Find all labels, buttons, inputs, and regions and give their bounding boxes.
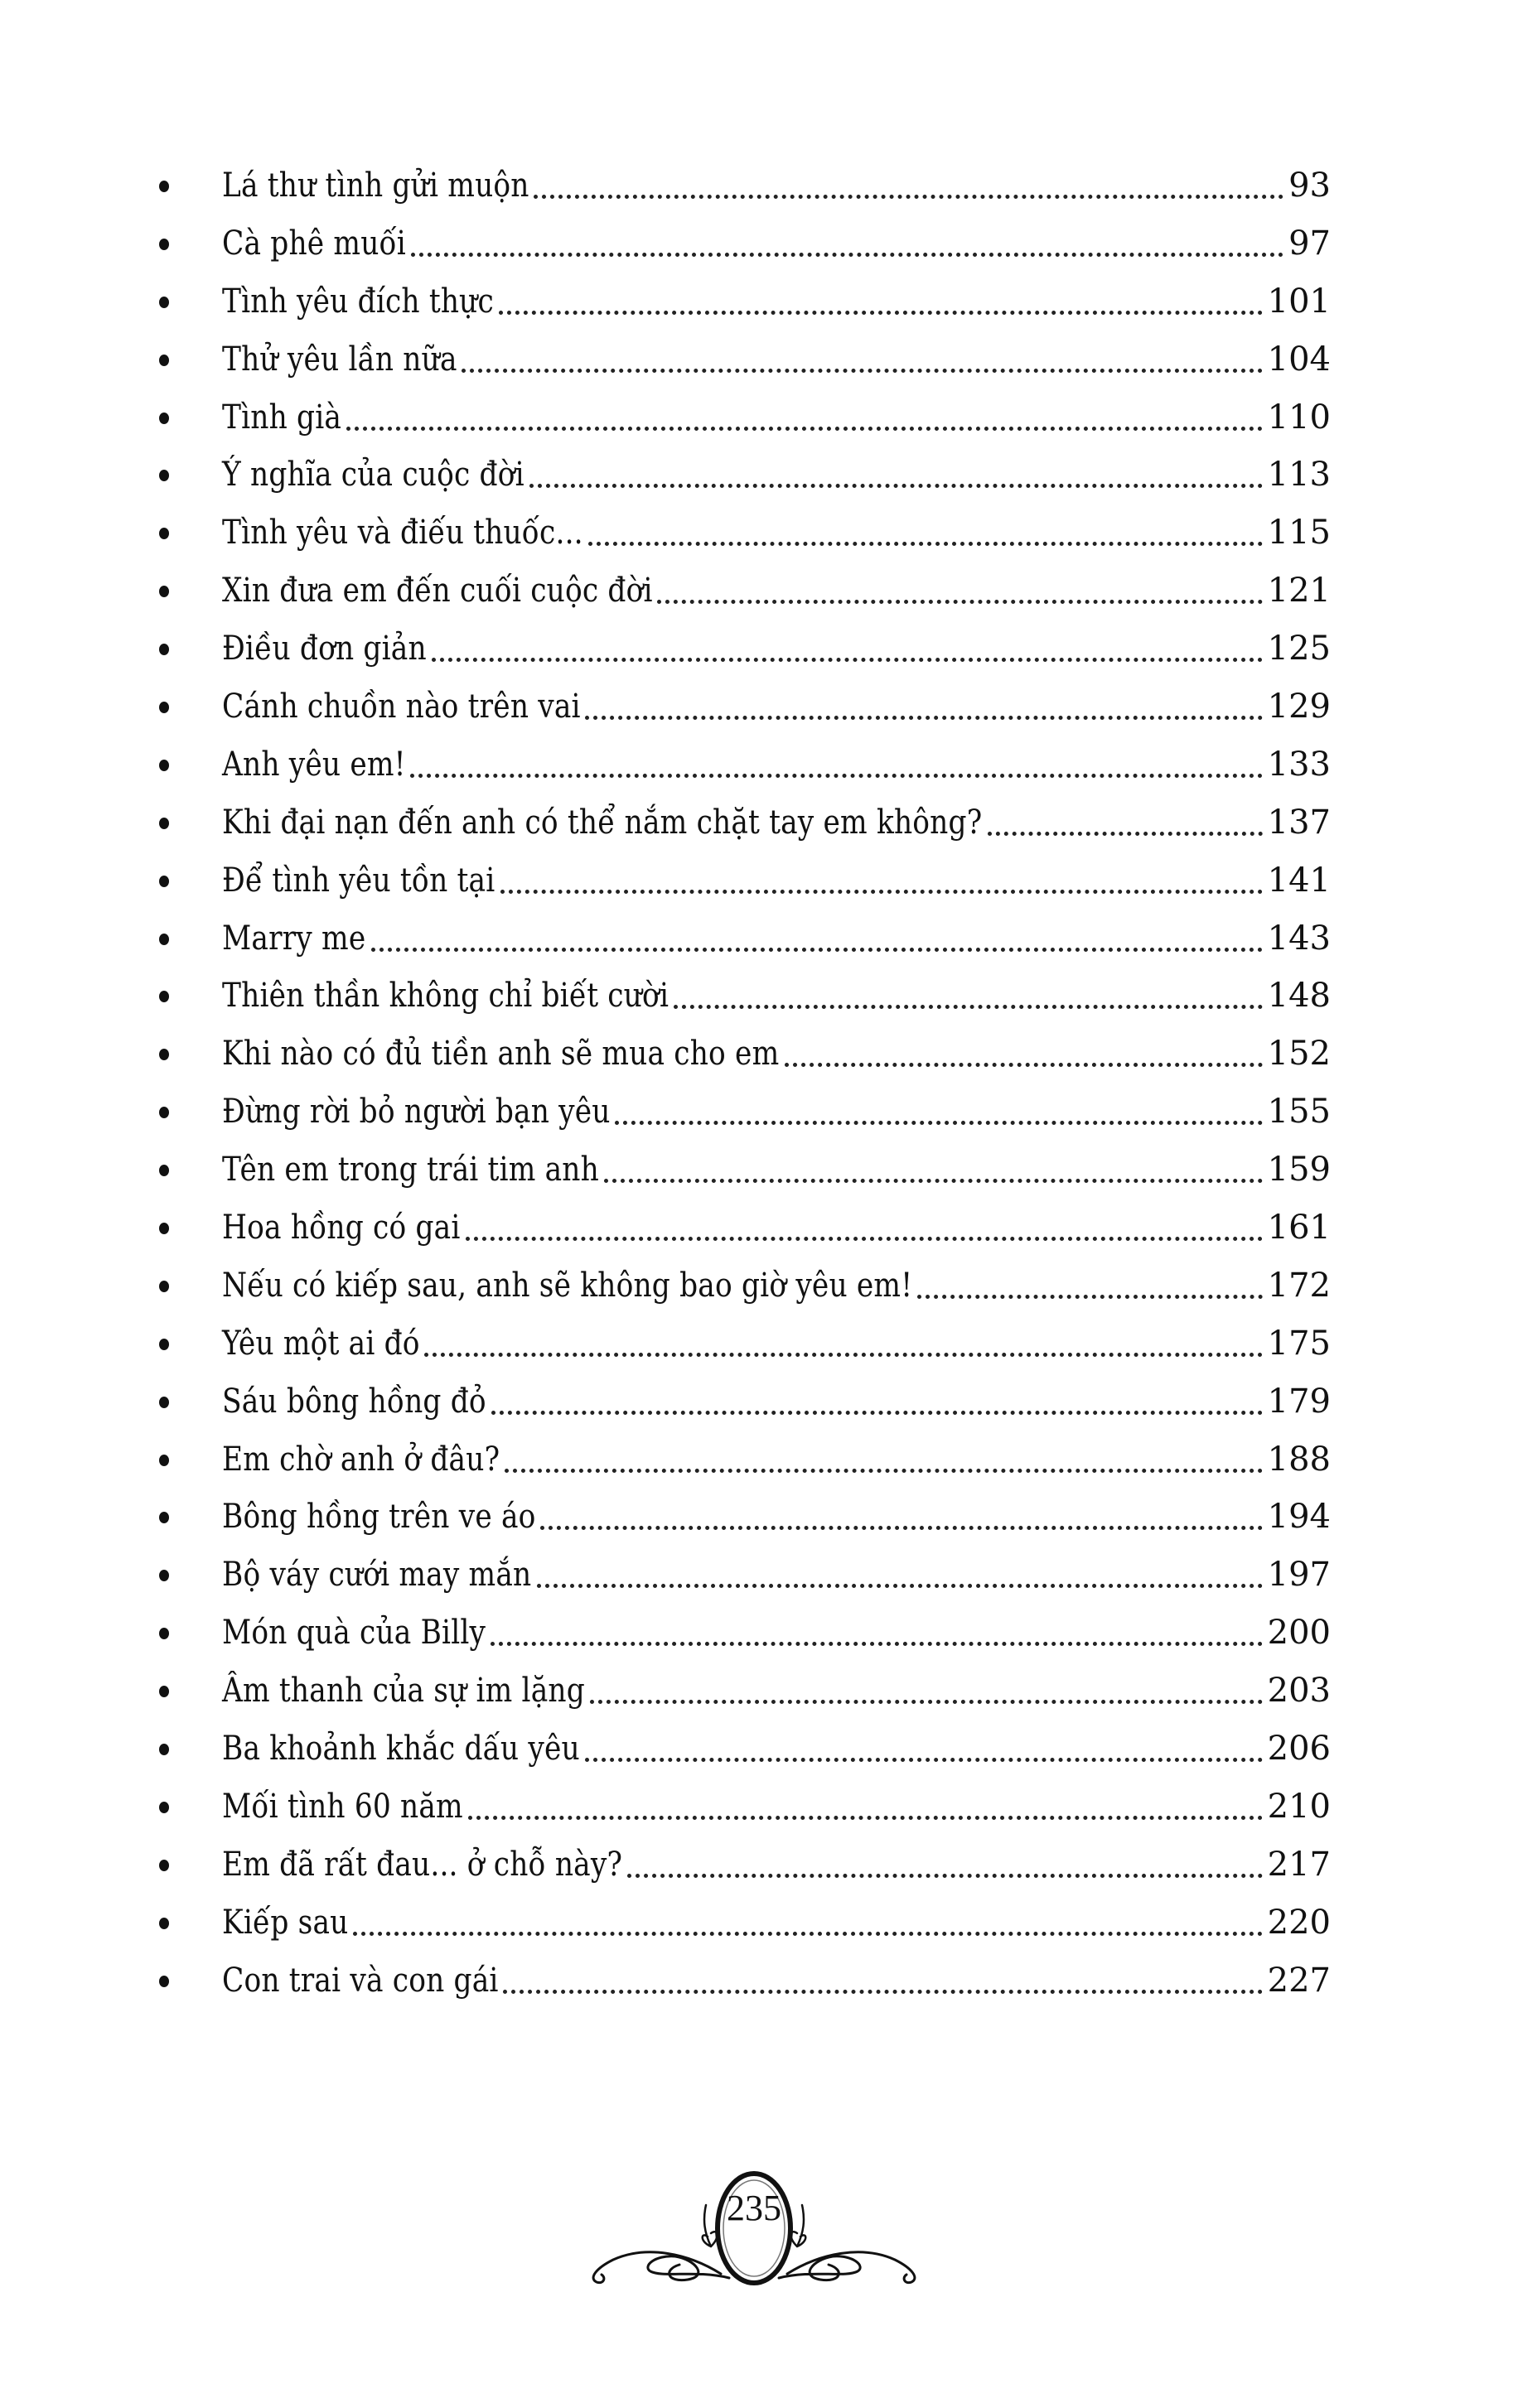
toc-entry[interactable] [0, 1489, 1513, 1547]
toc-entry[interactable] [0, 852, 1513, 910]
toc-entry-page: 161 [1267, 1209, 1331, 1247]
toc-entry-title: Khi nào có đủ tiền anh sẽ mua cho em [222, 1035, 780, 1074]
toc-entry-page: 148 [1267, 977, 1331, 1016]
toc-entry-title: Anh yêu em! [222, 745, 406, 784]
toc-entry-page: 125 [1267, 630, 1331, 668]
toc-entry-title: Khi đại nạn đến anh có thể nắm chặt tay em không? [222, 803, 983, 842]
toc-entry-line [222, 569, 1331, 612]
dot-leader [785, 1063, 1263, 1067]
bullet-icon [159, 876, 169, 887]
toc-entry-title: Em chờ anh ở đâu? [222, 1440, 500, 1479]
toc-entry-line [222, 859, 1331, 902]
toc-entry-line [222, 280, 1331, 323]
toc-entry-page: 159 [1267, 1151, 1331, 1190]
toc-entry-title: Thiên thần không chỉ biết cười [222, 977, 669, 1016]
toc-entry[interactable] [0, 968, 1513, 1025]
toc-entry[interactable] [0, 1720, 1513, 1778]
toc-entry-page: 188 [1267, 1440, 1331, 1479]
toc-entry-page: 141 [1267, 861, 1331, 900]
bullet-icon [159, 239, 169, 250]
toc-entry-title: Để tình yêu tồn tại [222, 861, 495, 900]
bullet-icon [159, 1281, 169, 1292]
toc-entry-line [222, 1380, 1331, 1423]
page-number: 235 [727, 2188, 781, 2228]
toc-entry-line [222, 164, 1331, 207]
toc-entry[interactable] [0, 1373, 1513, 1431]
dot-leader [588, 542, 1263, 546]
toc-entry-line [222, 338, 1331, 381]
toc-entry[interactable] [0, 389, 1513, 447]
toc-entry-page: 172 [1267, 1266, 1331, 1305]
toc-entry-title: Âm thanh của sự im lặng [222, 1672, 585, 1711]
toc-entry-page: 101 [1267, 282, 1331, 321]
bullet-icon [159, 991, 169, 1002]
toc-entry-title: Kiếp sau [222, 1903, 349, 1942]
toc-entry-page: 227 [1267, 1961, 1331, 2000]
bullet-icon [159, 355, 169, 366]
toc-entry-page: 93 [1288, 166, 1331, 205]
dot-leader [657, 600, 1262, 604]
bullet-icon [159, 760, 169, 771]
toc-entry[interactable] [0, 1778, 1513, 1836]
toc-entry-page: 110 [1267, 398, 1331, 437]
toc-entry-line [222, 453, 1331, 496]
bullet-icon [159, 1570, 169, 1581]
bullet-icon [159, 1918, 169, 1929]
bullet-icon [159, 702, 169, 713]
dot-leader [585, 716, 1262, 720]
toc-entry-line [222, 627, 1331, 670]
toc-entry-line [222, 511, 1331, 554]
toc-entry-page: 133 [1267, 745, 1331, 784]
dot-leader [615, 1121, 1262, 1125]
toc-entry[interactable] [0, 910, 1513, 968]
toc-entry-title: Tình già [222, 398, 342, 437]
toc-entry-title: Tình yêu đích thực [222, 282, 494, 321]
bullet-icon [159, 586, 169, 597]
toc-entry-line [222, 1322, 1331, 1365]
toc-entry[interactable] [0, 331, 1513, 389]
toc-entry-line [222, 1959, 1331, 2002]
toc-entry[interactable] [0, 1141, 1513, 1199]
dot-leader [988, 832, 1263, 836]
bullet-icon [159, 1165, 169, 1176]
dot-leader [585, 1758, 1263, 1762]
toc-entry-page: 104 [1267, 340, 1331, 379]
dot-leader [491, 1642, 1262, 1646]
toc-entry[interactable] [0, 1547, 1513, 1605]
toc-entry-page: 220 [1267, 1903, 1331, 1942]
toc-entry-line [222, 1901, 1331, 1944]
toc-entry-line [222, 1727, 1331, 1770]
toc-entry-line [222, 917, 1331, 960]
toc-entry-page: 217 [1267, 1845, 1331, 1884]
bullet-icon [159, 1628, 169, 1639]
toc-entry-line [222, 685, 1331, 728]
toc-entry-page: 121 [1267, 572, 1331, 610]
bullet-icon [159, 1049, 169, 1060]
toc-entry-line [222, 396, 1331, 439]
bullet-icon [159, 1512, 169, 1523]
toc-entry[interactable] [0, 1315, 1513, 1373]
bullet-icon [159, 1976, 169, 1987]
toc-entry-title: Tình yêu và điếu thuốc... [222, 514, 583, 553]
table-of-contents [0, 157, 1513, 2010]
toc-entry-title: Mối tình 60 năm [222, 1787, 463, 1826]
toc-entry[interactable] [0, 1431, 1513, 1489]
toc-entry[interactable] [0, 1605, 1513, 1662]
toc-entry-page: 143 [1267, 919, 1331, 958]
toc-entry-line [222, 1495, 1331, 1538]
toc-entry-title: Ý nghĩa của cuộc đời [222, 456, 524, 495]
toc-entry-title: Cánh chuồn nào trên vai [222, 688, 581, 726]
toc-entry[interactable] [0, 1199, 1513, 1257]
toc-entry-title: Marry me [222, 919, 366, 958]
toc-entry-title: Xin đưa em đến cuối cuộc đời [222, 572, 653, 610]
toc-entry-page: 129 [1267, 688, 1331, 726]
toc-entry-title: Thử yêu lần nữa [222, 340, 457, 379]
toc-entry-line [222, 1264, 1331, 1307]
toc-entry-page: 197 [1267, 1556, 1331, 1595]
toc-entry[interactable] [0, 1952, 1513, 2010]
toc-entry-line [222, 743, 1331, 786]
toc-entry-page: 203 [1267, 1672, 1331, 1711]
dot-leader [468, 1816, 1263, 1820]
toc-entry-page: 115 [1267, 514, 1331, 553]
dot-leader [590, 1700, 1263, 1704]
dot-leader [604, 1179, 1263, 1183]
toc-entry-title: Sáu bông hồng đỏ [222, 1382, 486, 1421]
bullet-icon [159, 818, 169, 829]
toc-entry-page: 206 [1267, 1730, 1331, 1769]
toc-entry-title: Em đã rất đau... ở chỗ này? [222, 1845, 623, 1884]
dot-leader [917, 1295, 1262, 1299]
toc-entry-line [222, 1206, 1331, 1249]
dot-leader [505, 1469, 1262, 1473]
toc-entry[interactable] [0, 215, 1513, 273]
dot-leader [411, 253, 1283, 257]
toc-entry-page: 97 [1288, 224, 1331, 263]
toc-entry-line [222, 1553, 1331, 1596]
toc-entry[interactable] [0, 620, 1513, 678]
bullet-icon [159, 181, 169, 192]
toc-entry-title: Nếu có kiếp sau, anh sẽ không bao giờ yêu em! [222, 1266, 913, 1305]
toc-entry-page: 200 [1267, 1614, 1331, 1653]
dot-leader [466, 1237, 1263, 1241]
dot-leader [353, 1932, 1263, 1936]
toc-entry-title: Hoa hồng có gai [222, 1209, 461, 1247]
dot-leader [371, 948, 1263, 952]
toc-entry-page: 179 [1267, 1382, 1331, 1421]
toc-entry[interactable] [0, 1025, 1513, 1083]
bullet-icon [159, 1744, 169, 1755]
toc-entry-line [222, 1090, 1331, 1133]
toc-entry-title: Ba khoảnh khắc dấu yêu [222, 1730, 580, 1769]
toc-entry-line [222, 1438, 1331, 1481]
toc-entry[interactable] [0, 1257, 1513, 1315]
dot-leader [462, 369, 1262, 373]
bullet-icon [159, 1339, 169, 1350]
toc-entry[interactable] [0, 1083, 1513, 1141]
toc-entry[interactable] [0, 678, 1513, 736]
dot-leader [627, 1874, 1262, 1878]
bullet-icon [159, 1397, 169, 1408]
toc-entry-title: Bộ váy cưới may mắn [222, 1556, 532, 1595]
bullet-icon [159, 297, 169, 308]
toc-entry-title: Điều đơn giản [222, 630, 427, 668]
toc-entry[interactable] [0, 157, 1513, 215]
toc-entry-line [222, 1611, 1331, 1654]
bullet-icon [159, 934, 169, 945]
dot-leader [529, 484, 1263, 488]
bullet-icon [159, 1860, 169, 1871]
bullet-icon [159, 470, 169, 481]
toc-entry-title: Cà phê muối [222, 224, 406, 263]
dot-leader [432, 658, 1263, 662]
toc-entry-page: 152 [1267, 1035, 1331, 1074]
toc-entry-page: 113 [1267, 456, 1331, 495]
toc-entry-page: 210 [1267, 1787, 1331, 1826]
toc-entry[interactable] [0, 1894, 1513, 1952]
toc-entry-title: Lá thư tình gửi muộn [222, 166, 529, 205]
toc-entry[interactable] [0, 1836, 1513, 1894]
dot-leader [346, 427, 1262, 431]
dot-leader [424, 1353, 1262, 1357]
dot-leader [503, 1990, 1262, 1994]
toc-entry[interactable] [0, 736, 1513, 794]
dot-leader [491, 1411, 1263, 1415]
dot-leader [410, 774, 1262, 778]
bullet-icon [159, 528, 169, 539]
bullet-icon [159, 1686, 169, 1697]
toc-entry-title: Tên em trong trái tim anh [222, 1151, 599, 1190]
bullet-icon [159, 1802, 169, 1813]
toc-entry-line [222, 1032, 1331, 1075]
toc-entry[interactable] [0, 273, 1513, 331]
toc-entry-line [222, 1785, 1331, 1828]
dot-leader [534, 195, 1283, 199]
bullet-icon [159, 413, 169, 424]
toc-entry-line [222, 1843, 1331, 1886]
toc-entry-title: Yêu một ai đó [222, 1324, 420, 1363]
toc-entry-page: 155 [1267, 1093, 1331, 1132]
bullet-icon [159, 644, 169, 655]
toc-entry-line [222, 974, 1331, 1017]
dot-leader [674, 1005, 1262, 1009]
page-footer [563, 2154, 945, 2303]
toc-entry-page: 194 [1267, 1498, 1331, 1537]
toc-entry[interactable] [0, 1662, 1513, 1720]
toc-entry-title: Bông hồng trên ve áo [222, 1498, 536, 1537]
toc-entry-line [222, 801, 1331, 844]
dot-leader [499, 311, 1263, 315]
bullet-icon [159, 1107, 169, 1118]
bullet-icon [159, 1223, 169, 1234]
toc-entry-page: 137 [1267, 803, 1331, 842]
dot-leader [500, 890, 1263, 894]
toc-entry-page: 175 [1267, 1324, 1331, 1363]
dot-leader [540, 1526, 1263, 1530]
toc-entry-line [222, 1148, 1331, 1191]
toc-entry-line [222, 222, 1331, 265]
bullet-icon [159, 1455, 169, 1466]
toc-entry[interactable] [0, 562, 1513, 620]
toc-entry[interactable] [0, 794, 1513, 852]
toc-entry-title: Món quà của Billy [222, 1614, 486, 1653]
toc-entry-title: Con trai và con gái [222, 1961, 499, 2000]
toc-entry[interactable] [0, 504, 1513, 562]
toc-entry-title: Đừng rời bỏ người bạn yêu [222, 1093, 611, 1132]
toc-entry-line [222, 1669, 1331, 1712]
toc-entry[interactable] [0, 446, 1513, 504]
dot-leader [537, 1584, 1263, 1588]
